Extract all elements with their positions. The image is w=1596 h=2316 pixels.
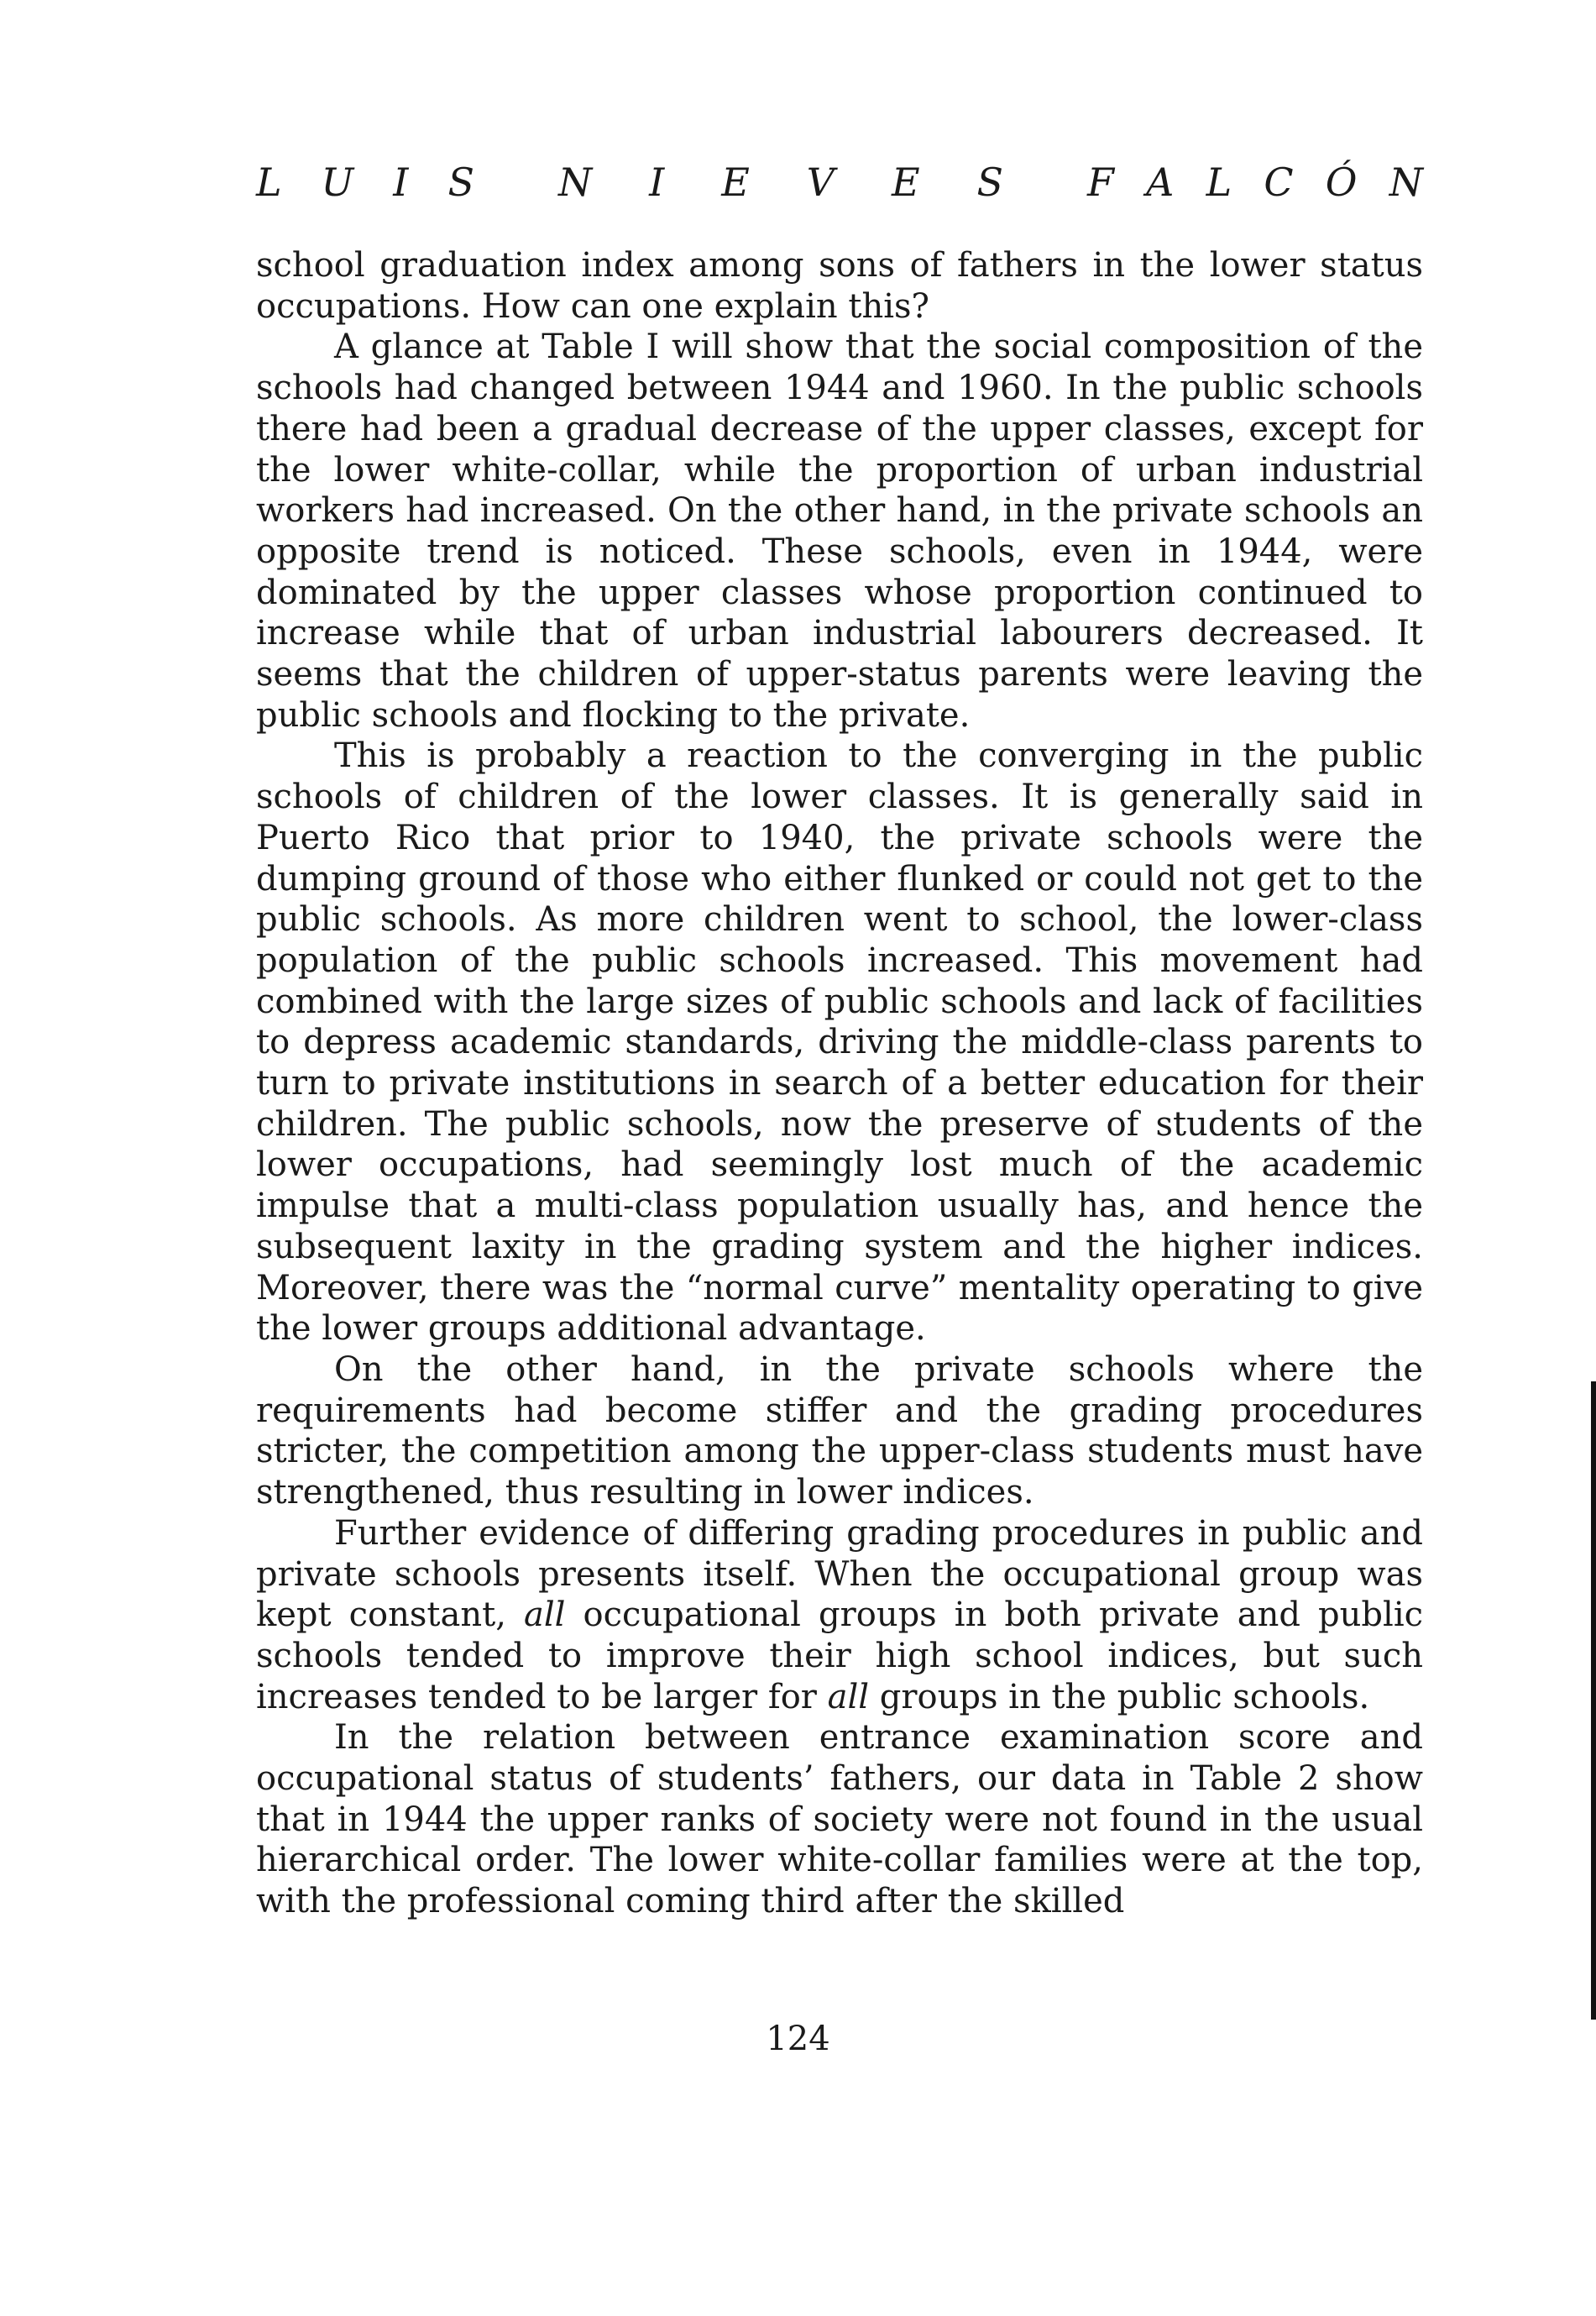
running-head-first-name: L U I S bbox=[256, 160, 474, 205]
paragraph-1: school graduation index among sons of fathers in the lower status occupations. How can one explain this? bbox=[256, 246, 1423, 326]
paragraph-3: This is probably a reaction to the converging in the public schools of children of the lower classes. It is generally said in Puerto Rico that prior to 1940, the private schools were the dumping ground of those who either flunked or could not get to the public schools. As more children went to school, the lower-class population of the public schools increased. This movement had combined with the large sizes of public schools and lack of facilities to depress academic standards, driving the middle-class parents to turn to private institutions in search of a better education for their children. The public schools, now the preserve of students of the lower occupations, had seemingly lost much of the academic impulse that a multi-class population usually has, and hence the subsequent laxity in the grading system and the higher indices. Moreover, there was the “normal curve” mentality operating to give the lower groups additional advantage. bbox=[256, 736, 1423, 1349]
page-number: 124 bbox=[766, 2020, 830, 2058]
emphasis-all: all bbox=[827, 1677, 870, 1716]
emphasis-all: all bbox=[523, 1596, 566, 1635]
paragraph-2: A glance at Table I will show that the social composition of the schools had changed between 1944 and 1960. In the public schools there had been a gradual decrease of the upper classes, except for the lower white-collar, while the proportion of urban industrial workers had increased. On the other hand, in the private schools an opposite trend is noticed. These schools, even in 1944, were dominated by the upper classes whose proportion continued to increase while that of urban industrial labourers decreased. It seems that the children of upper-status parents were leaving the public schools and flocking to the private. bbox=[256, 327, 1423, 735]
scan-edge-shadow bbox=[1591, 1381, 1596, 2020]
running-head-surname: F A L C Ó N bbox=[1087, 160, 1423, 205]
paragraph-6: In the relation between entrance examination score and occupational status of students’ fathers, our data in Table 2 show that in 1944 the upper ranks of society were not found in the usual hierarchical order. The lower white-collar families were at the top, with the professional coming third after the skilled bbox=[256, 1718, 1423, 1921]
running-head-second-name: N I E V E S bbox=[558, 160, 1003, 205]
body-text bbox=[256, 245, 1423, 1922]
running-head bbox=[256, 160, 1423, 205]
paragraph-5: Further evidence of differing grading procedures in public and private schools presents itself. When the occupational group was kept constant, all occupational groups in both private and public schools tended to improve their high school indices, but such increases tended to be larger for all groups in the public schools. bbox=[256, 1513, 1424, 1716]
paragraph-4: On the other hand, in the private schools where the requirements had become stiffer and the grading procedures stricter, the competition among the upper-class students must have strengthened, thus resulting in lower indices. bbox=[256, 1349, 1423, 1512]
